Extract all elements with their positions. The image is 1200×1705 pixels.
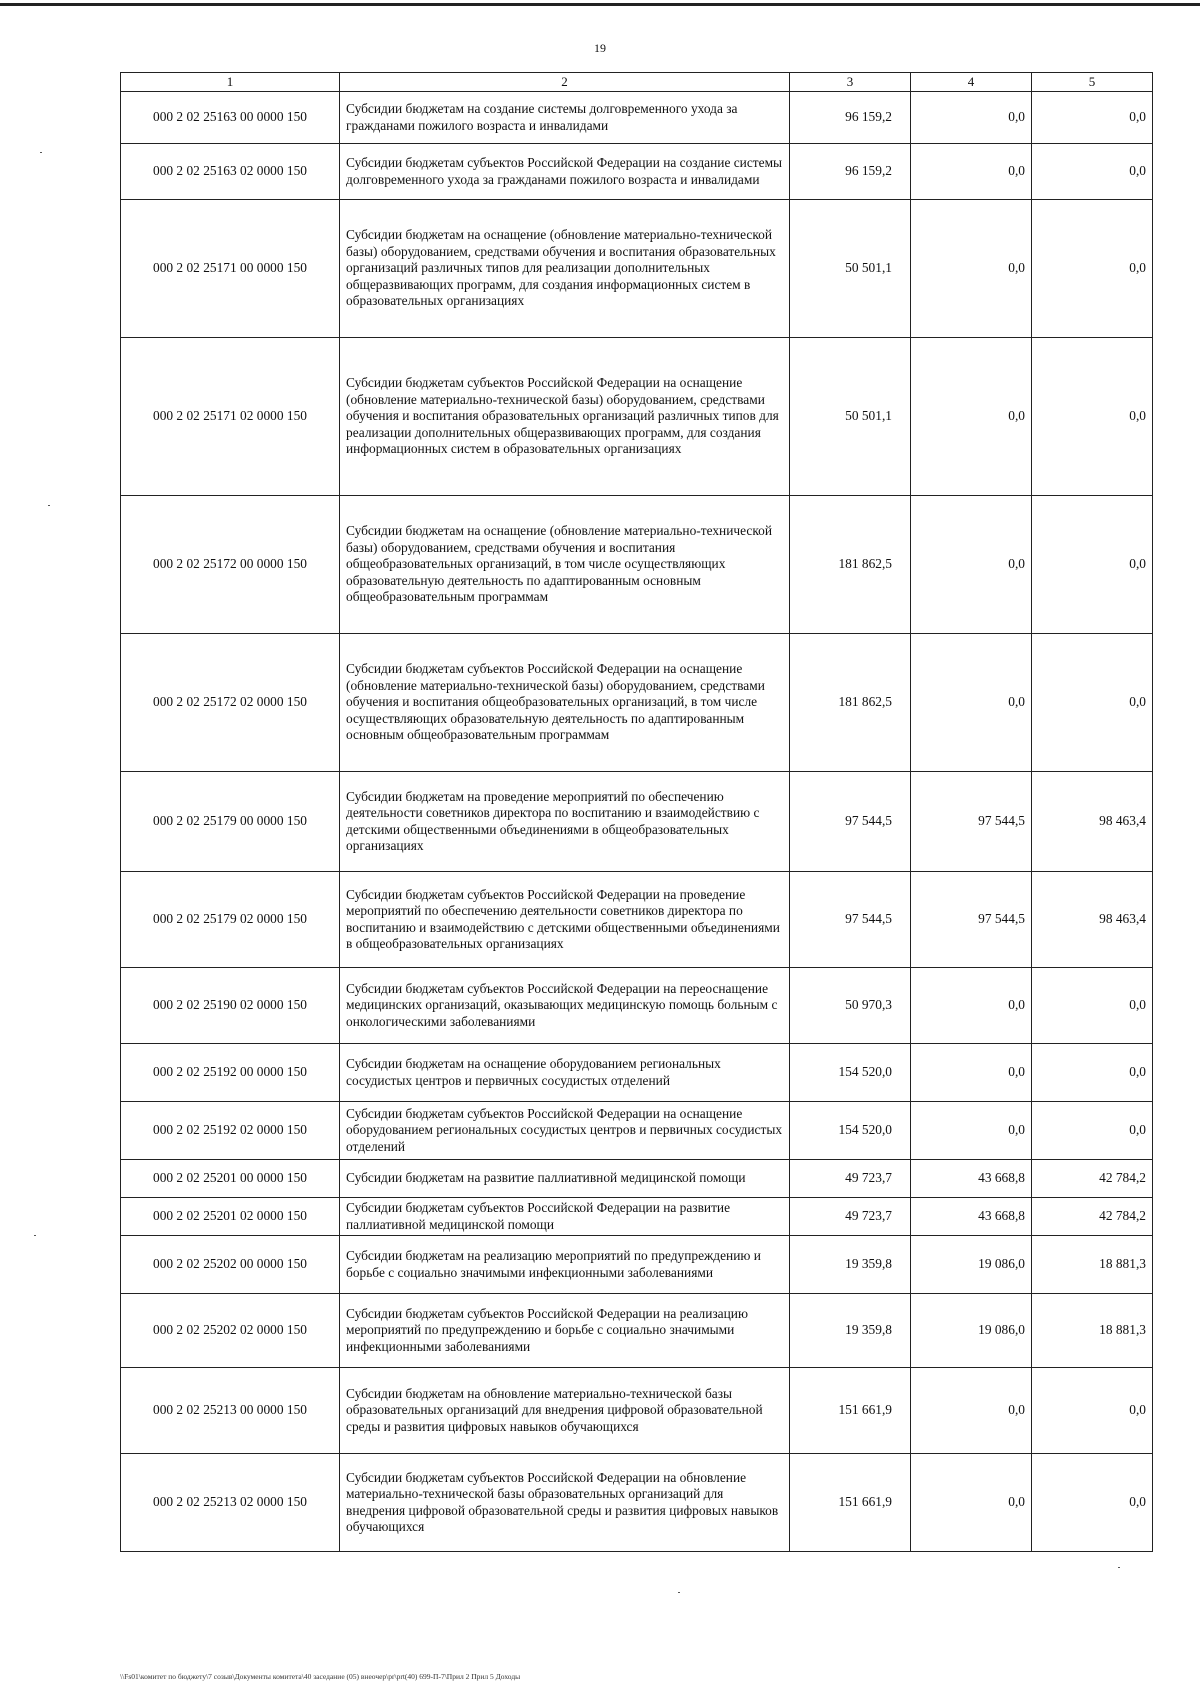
year2-amount-cell: 0,0 xyxy=(911,1102,1032,1160)
table-row xyxy=(121,1236,1153,1294)
year1-amount-cell: 96 159,2 xyxy=(790,92,911,144)
description-cell: Субсидии бюджетам на создание системы долговременного ухода за гражданами пожилого возраста и инвалидами xyxy=(340,92,790,144)
year3-amount-cell: 0,0 xyxy=(1032,968,1153,1044)
budget-code-cell: 000 2 02 25190 02 0000 150 xyxy=(121,968,340,1044)
revenue-table xyxy=(120,72,1153,1552)
description-cell: Субсидии бюджетам субъектов Российской Федерации на создание системы долговременного ухода за гражданами пожилого возраста и инвалидами xyxy=(340,144,790,200)
table-row xyxy=(121,338,1153,496)
year2-amount-cell: 43 668,8 xyxy=(911,1198,1032,1236)
top-border-line xyxy=(0,3,1200,6)
budget-code-cell: 000 2 02 25163 00 0000 150 xyxy=(121,92,340,144)
description-cell: Субсидии бюджетам субъектов Российской Федерации на развитие паллиативной медицинской помощи xyxy=(340,1198,790,1236)
year2-amount-cell: 0,0 xyxy=(911,634,1032,772)
year3-amount-cell: 0,0 xyxy=(1032,200,1153,338)
table-row xyxy=(121,634,1153,772)
description-cell: Субсидии бюджетам субъектов Российской Федерации на обновление материально-технической базы образовательных организаций для внедрения цифровой образовательной среды и развития цифровых навыков обучающихся xyxy=(340,1454,790,1552)
table-row xyxy=(121,1044,1153,1102)
table-row xyxy=(121,144,1153,200)
budget-code-cell: 000 2 02 25192 00 0000 150 xyxy=(121,1044,340,1102)
budget-code-cell: 000 2 02 25213 00 0000 150 xyxy=(121,1368,340,1454)
year3-amount-cell: 0,0 xyxy=(1032,1102,1153,1160)
table-row xyxy=(121,92,1153,144)
year2-amount-cell: 43 668,8 xyxy=(911,1160,1032,1198)
description-cell: Субсидии бюджетам на оснащение (обновление материально-технической базы) оборудованием, средствами обучения и воспитания общеобразовательных организаций, в том числе осуществляющих образовательную деятельность по адаптированным основным общеобразовательным программам xyxy=(340,496,790,634)
year1-amount-cell: 97 544,5 xyxy=(790,872,911,968)
year3-amount-cell: 0,0 xyxy=(1032,1368,1153,1454)
year2-amount-cell: 0,0 xyxy=(911,1454,1032,1552)
table-row xyxy=(121,1160,1153,1198)
year3-amount-cell: 98 463,4 xyxy=(1032,772,1153,872)
budget-code-cell: 000 2 02 25202 00 0000 150 xyxy=(121,1236,340,1294)
year2-amount-cell: 0,0 xyxy=(911,1368,1032,1454)
description-cell: Субсидии бюджетам субъектов Российской Федерации на реализацию мероприятий по предупреждению и борьбе с социально значимыми инфекционными заболеваниями xyxy=(340,1294,790,1368)
year1-amount-cell: 151 661,9 xyxy=(790,1454,911,1552)
year3-amount-cell: 0,0 xyxy=(1032,92,1153,144)
year3-amount-cell: 18 881,3 xyxy=(1032,1294,1153,1368)
year1-amount-cell: 181 862,5 xyxy=(790,496,911,634)
column-number: 3 xyxy=(790,73,911,92)
description-cell: Субсидии бюджетам на обновление материально-технической базы образовательных организаций для внедрения цифровой образовательной среды и развития цифровых навыков обучающихся xyxy=(340,1368,790,1454)
scan-speck xyxy=(48,505,50,506)
year3-amount-cell: 42 784,2 xyxy=(1032,1198,1153,1236)
description-cell: Субсидии бюджетам субъектов Российской Федерации на оснащение оборудованием региональных сосудистых центров и первичных сосудистых отделений xyxy=(340,1102,790,1160)
description-cell: Субсидии бюджетам на реализацию мероприятий по предупреждению и борьбе с социально значимыми инфекционными заболеваниями xyxy=(340,1236,790,1294)
budget-code-cell: 000 2 02 25171 00 0000 150 xyxy=(121,200,340,338)
budget-code-cell: 000 2 02 25163 02 0000 150 xyxy=(121,144,340,200)
year3-amount-cell: 0,0 xyxy=(1032,1454,1153,1552)
scan-speck xyxy=(1118,1567,1120,1568)
year1-amount-cell: 49 723,7 xyxy=(790,1160,911,1198)
year2-amount-cell: 0,0 xyxy=(911,968,1032,1044)
year1-amount-cell: 49 723,7 xyxy=(790,1198,911,1236)
year3-amount-cell: 18 881,3 xyxy=(1032,1236,1153,1294)
table-row xyxy=(121,200,1153,338)
budget-code-cell: 000 2 02 25172 02 0000 150 xyxy=(121,634,340,772)
table-row xyxy=(121,1102,1153,1160)
description-cell: Субсидии бюджетам субъектов Российской Федерации на оснащение (обновление материально-технической базы) оборудованием, средствами обучения и воспитания общеобразовательных организаций, в том числе осуществляющих образовательную деятельность по адаптированным основным общеобразовательным программам xyxy=(340,634,790,772)
budget-code-cell: 000 2 02 25201 00 0000 150 xyxy=(121,1160,340,1198)
column-number: 2 xyxy=(340,73,790,92)
year2-amount-cell: 0,0 xyxy=(911,92,1032,144)
year1-amount-cell: 19 359,8 xyxy=(790,1294,911,1368)
year1-amount-cell: 50 970,3 xyxy=(790,968,911,1044)
description-cell: Субсидии бюджетам на развитие паллиативной медицинской помощи xyxy=(340,1160,790,1198)
year2-amount-cell: 97 544,5 xyxy=(911,772,1032,872)
year2-amount-cell: 0,0 xyxy=(911,200,1032,338)
year1-amount-cell: 154 520,0 xyxy=(790,1102,911,1160)
column-number: 1 xyxy=(121,73,340,92)
description-cell: Субсидии бюджетам на оснащение оборудованием региональных сосудистых центров и первичных сосудистых отделений xyxy=(340,1044,790,1102)
year1-amount-cell: 50 501,1 xyxy=(790,338,911,496)
table-row xyxy=(121,1368,1153,1454)
table-row xyxy=(121,968,1153,1044)
year1-amount-cell: 154 520,0 xyxy=(790,1044,911,1102)
budget-code-cell: 000 2 02 25192 02 0000 150 xyxy=(121,1102,340,1160)
column-number: 5 xyxy=(1032,73,1153,92)
year2-amount-cell: 97 544,5 xyxy=(911,872,1032,968)
table-row xyxy=(121,772,1153,872)
table-row xyxy=(121,496,1153,634)
table-row xyxy=(121,1198,1153,1236)
table-row xyxy=(121,1454,1153,1552)
year1-amount-cell: 151 661,9 xyxy=(790,1368,911,1454)
year3-amount-cell: 0,0 xyxy=(1032,338,1153,496)
budget-code-cell: 000 2 02 25201 02 0000 150 xyxy=(121,1198,340,1236)
year1-amount-cell: 181 862,5 xyxy=(790,634,911,772)
year3-amount-cell: 0,0 xyxy=(1032,144,1153,200)
year3-amount-cell: 0,0 xyxy=(1032,496,1153,634)
year2-amount-cell: 19 086,0 xyxy=(911,1236,1032,1294)
year3-amount-cell: 98 463,4 xyxy=(1032,872,1153,968)
year1-amount-cell: 50 501,1 xyxy=(790,200,911,338)
year2-amount-cell: 0,0 xyxy=(911,144,1032,200)
budget-code-cell: 000 2 02 25179 00 0000 150 xyxy=(121,772,340,872)
page-number: 19 xyxy=(594,41,606,55)
table-row xyxy=(121,1294,1153,1368)
budget-code-cell: 000 2 02 25179 02 0000 150 xyxy=(121,872,340,968)
column-number: 4 xyxy=(911,73,1032,92)
scan-speck xyxy=(34,1235,36,1236)
description-cell: Субсидии бюджетам субъектов Российской Федерации на переоснащение медицинских организаций, оказывающих медицинскую помощь больным с онкологическими заболеваниями xyxy=(340,968,790,1044)
column-number-row xyxy=(121,73,1153,92)
scan-speck xyxy=(678,1592,680,1593)
budget-code-cell: 000 2 02 25171 02 0000 150 xyxy=(121,338,340,496)
year2-amount-cell: 0,0 xyxy=(911,1044,1032,1102)
budget-code-cell: 000 2 02 25213 02 0000 150 xyxy=(121,1454,340,1552)
year1-amount-cell: 97 544,5 xyxy=(790,772,911,872)
scan-speck xyxy=(40,152,42,153)
year1-amount-cell: 96 159,2 xyxy=(790,144,911,200)
footer-file-path: \\Fs01\комитет по бюджету\7 созыв\Документы комитета\40 заседание (05) внеочер\pr\prt(40) 699-П-7\Прил 2 Прил 5 Доходы xyxy=(120,1672,521,1681)
description-cell: Субсидии бюджетам на проведение мероприятий по обеспечению деятельности советников директора по воспитанию и взаимодействию с детскими общественными объединениями в общеобразовательных организациях xyxy=(340,772,790,872)
budget-code-cell: 000 2 02 25202 02 0000 150 xyxy=(121,1294,340,1368)
year3-amount-cell: 0,0 xyxy=(1032,634,1153,772)
year3-amount-cell: 0,0 xyxy=(1032,1044,1153,1102)
year2-amount-cell: 0,0 xyxy=(911,338,1032,496)
year1-amount-cell: 19 359,8 xyxy=(790,1236,911,1294)
year3-amount-cell: 42 784,2 xyxy=(1032,1160,1153,1198)
description-cell: Субсидии бюджетам на оснащение (обновление материально-технической базы) оборудованием, средствами обучения и воспитания образовательных организаций различных типов для реализации дополнительных общеразвивающих программ, для создания информационных систем в образовательных организациях xyxy=(340,200,790,338)
year2-amount-cell: 0,0 xyxy=(911,496,1032,634)
budget-code-cell: 000 2 02 25172 00 0000 150 xyxy=(121,496,340,634)
description-cell: Субсидии бюджетам субъектов Российской Федерации на проведение мероприятий по обеспечению деятельности советников директора по воспитанию и взаимодействию с детскими общественными объединениями в общеобразовательных организациях xyxy=(340,872,790,968)
year2-amount-cell: 19 086,0 xyxy=(911,1294,1032,1368)
table-row xyxy=(121,872,1153,968)
description-cell: Субсидии бюджетам субъектов Российской Федерации на оснащение (обновление материально-технической базы) оборудованием, средствами обучения и воспитания образовательных организаций различных типов для реализации дополнительных общеразвивающих программ, для создания информационных систем в образовательных организациях xyxy=(340,338,790,496)
